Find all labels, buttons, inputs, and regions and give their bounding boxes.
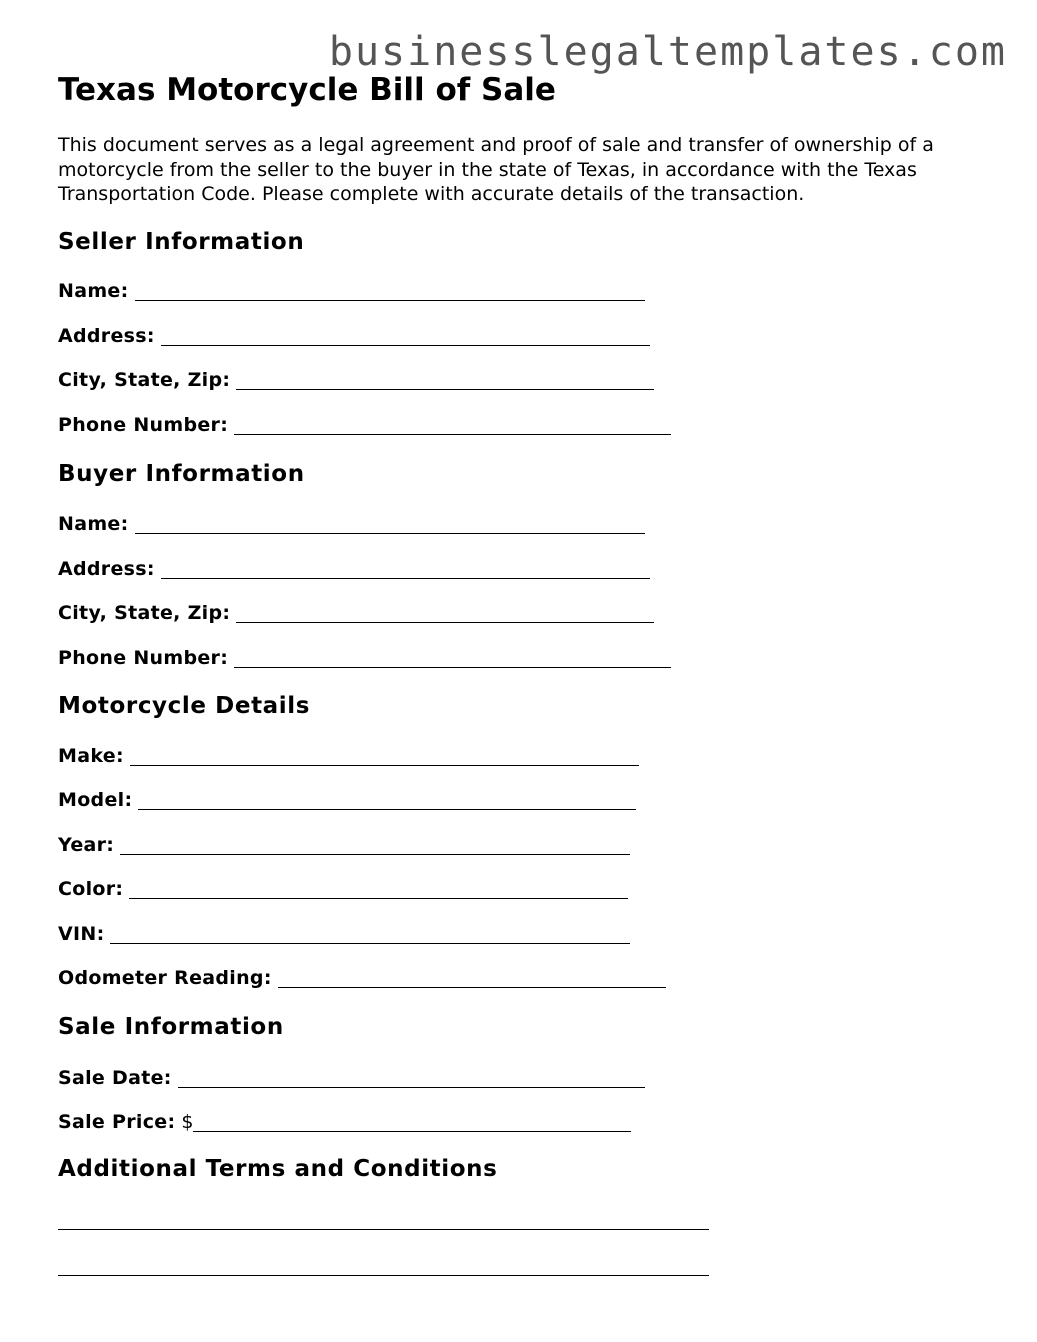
color-field[interactable] <box>58 878 628 901</box>
buyer-section-heading: Buyer Information <box>58 461 305 487</box>
color-line[interactable] <box>129 879 628 899</box>
terms-line-1[interactable] <box>58 1229 709 1230</box>
seller-address-label: Address: <box>58 325 155 347</box>
terms-section-heading: Additional Terms and Conditions <box>58 1156 498 1182</box>
make-field[interactable] <box>58 745 639 768</box>
seller-name-field[interactable] <box>58 280 645 303</box>
model-line[interactable] <box>138 790 636 810</box>
make-line[interactable] <box>130 746 639 766</box>
buyer-city-field[interactable] <box>58 602 654 625</box>
buyer-address-label: Address: <box>58 558 155 580</box>
model-field[interactable] <box>58 789 636 812</box>
intro-paragraph: This document serves as a legal agreement and proof of sale and transfer of ownership of a motorcycle from the seller to the buyer in the state of Texas, in accordance with the Texas Transportation Code. Please complete with accurate details of the transaction. <box>58 134 934 205</box>
terms-line-2[interactable] <box>58 1275 709 1276</box>
sale-date-label: Sale Date: <box>58 1067 172 1089</box>
buyer-name-field[interactable] <box>58 513 645 536</box>
sale-price-label: Sale Price: <box>58 1111 176 1133</box>
motorcycle-section-heading: Motorcycle Details <box>58 693 311 719</box>
year-label: Year: <box>58 834 115 856</box>
seller-phone-line[interactable] <box>234 415 671 435</box>
seller-name-label: Name: <box>58 280 129 302</box>
dollar-sign: $ <box>181 1111 194 1133</box>
buyer-city-label: City, State, Zip: <box>58 602 231 624</box>
sale-section-heading: Sale Information <box>58 1014 284 1040</box>
seller-phone-field[interactable] <box>58 414 671 437</box>
seller-city-label: City, State, Zip: <box>58 369 231 391</box>
page-title: Texas Motorcycle Bill of Sale <box>58 72 556 108</box>
seller-address-line[interactable] <box>161 326 650 346</box>
buyer-phone-field[interactable] <box>58 647 671 670</box>
sale-date-field[interactable] <box>58 1067 645 1090</box>
vin-field[interactable] <box>58 923 630 946</box>
seller-name-line[interactable] <box>135 281 645 301</box>
buyer-phone-line[interactable] <box>234 648 671 668</box>
buyer-name-label: Name: <box>58 513 129 535</box>
seller-city-field[interactable] <box>58 369 654 392</box>
seller-address-field[interactable] <box>58 325 650 348</box>
buyer-city-line[interactable] <box>236 603 654 623</box>
sale-price-line[interactable] <box>193 1112 631 1132</box>
buyer-address-field[interactable] <box>58 558 650 581</box>
vin-label: VIN: <box>58 923 105 945</box>
sale-date-line[interactable] <box>178 1068 645 1088</box>
make-label: Make: <box>58 745 124 767</box>
buyer-address-line[interactable] <box>161 559 650 579</box>
odometer-label: Odometer Reading: <box>58 967 272 989</box>
seller-section-heading: Seller Information <box>58 229 305 255</box>
year-field[interactable] <box>58 834 630 857</box>
color-label: Color: <box>58 878 124 900</box>
seller-city-line[interactable] <box>236 370 654 390</box>
model-label: Model: <box>58 789 133 811</box>
odometer-field[interactable] <box>58 967 666 990</box>
year-line[interactable] <box>120 835 630 855</box>
buyer-name-line[interactable] <box>135 514 645 534</box>
vin-line[interactable] <box>110 924 630 944</box>
watermark: businesslegaltemplates.com <box>328 29 1007 75</box>
buyer-phone-label: Phone Number: <box>58 647 229 669</box>
seller-phone-label: Phone Number: <box>58 414 229 436</box>
sale-price-field[interactable] <box>58 1111 631 1134</box>
odometer-line[interactable] <box>278 968 666 988</box>
